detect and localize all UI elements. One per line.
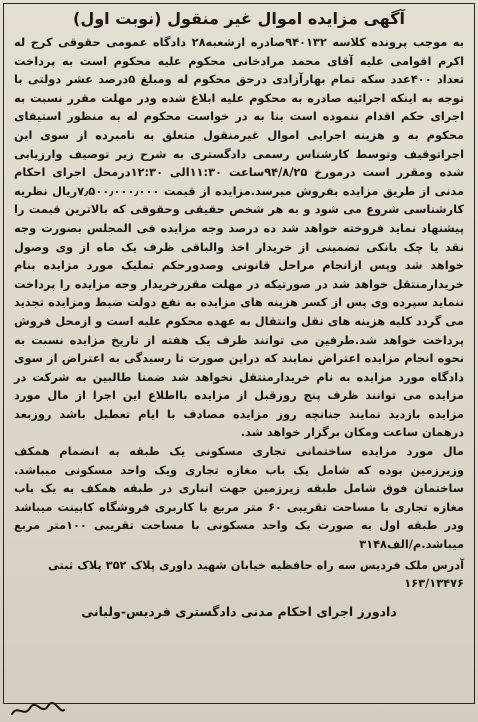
handwritten-mark-icon bbox=[8, 700, 68, 720]
signature-line: دادورز اجرای احکام مدنی دادگستری فردیس-ولیانی bbox=[81, 603, 397, 619]
property-address: آدرس ملک فردیس سه راه حافظیه خیابان شهید داوری پلاک ۳۵۲ پلاک ثبتی ۱۶۳/۱۳۴۷۶ bbox=[48, 557, 464, 591]
notice-paragraph-property: مال مورد مزایده ساختمانی تجاری مسکونی یک طبقه به انضمام همکف وزیرزمین بوده که شامل یک باب مغازه تجاری ویک واحد مسکونی میباشد. ساختمان فوق شامل طبقه زیرزمین جهت انباری در طبقه همکف به یک باب مغازه تجاری با مساحت تقریبی ۶۰ متر مربع با کاربری فروشگاه کابینت میباشد ودر طبقه اول به صورت یک واحد مسکونی با مساحت تقریبی ۱۰۰متر مربع میباشد.م/الف۳۱۴۸ bbox=[14, 444, 464, 552]
auction-notice bbox=[14, 8, 464, 621]
notice-title: آگهی مزایده اموال غیر منقول (نوبت اول) bbox=[73, 9, 405, 28]
notice-paragraph-terms: به موجب پرونده کلاسه ۹۴۰۱۳۲صادره ازشعبه۲۸ دادگاه عمومی حقوقی کرج له اکرم اقوامی علیه آقای محمد مرادخانی محکوم علیه محکوم است به پرداخت تعداد ۴۰۰عدد سکه تمام بهارآزادی درحق محکوم له ومبلغ ۵درصد عشر دولتی با توجه به اینکه اجرائیه صادره به محکوم علیه ابلاغ شده ودر مهلت مقرر نسبت به اجرای حکم اقدام ننموده است بنا به در خواست محکوم له به منظور استیفای محکوم به و هزینه اجرایی اموال غیرمنقول متعلق به نامبرده از سوی این اجراتوقیف وتوسط کارشناس رسمی دادگستری به شرح زیر توصیف وارزیابی شده ومقرر است درمورخ ۹۴/۸/۲۵ساعت ۱۱:۳۰الی ۱۲:۳۰درمحل اجرای احکام مدنی از طریق مزایده بفروش میرسد.مزایده از قیمت ۷٫۵۰۰٫۰۰۰٫۰۰۰ریال نظریه کارشناسی شروع می شود و به هر شخص حقیقی وحقوقی که بالاترین قیمت را پیشنهاد نماید فروخته خواهد شد ده درصد وجه مزایده فی المجلس بصورت وجه نقد یا چک بانکی تضمینی از خریدار اخذ والباقی ظرف یک ماه از وی وصول خواهد شد وپس ازانجام مراحل قانونی وصدورحکم تملیک مورد مزایده بنام خریدارمنتقل خواهد شد در صورتیکه در مهلت مقررخریدار وجه مزایده را پرداخت ننماید سپرده وی پس از کسر هزینه های مزایده به نفع دولت ضبط ومزایده تجدید می گردد کلیه هزینه های نقل وانتقال به عهده محکوم علیه است و ازمحل فروش پرداخت خواهد شد.طرفین می توانند ظرف یک هفته از تاریخ مزایده نسبت به نحوه انجام مزایده اعتراض نمایند که دراین صورت تا رسیدگی به اعتراض از سوی دادگاه مورد مزایده به نام خریدارمنتقل نخواهد شد ضمنا طالبین به شرکت در مزایده می توانند ظرف پنج روزقبل از مزایده بااطلاع این اجرا از مال مورد مزایده بازدید نمایند جنانچه روز مزایده مصادف با ایام تعطیل باشد روزبعد درهمان ساعت ومکان برگزار خواهد شد. bbox=[14, 35, 465, 440]
